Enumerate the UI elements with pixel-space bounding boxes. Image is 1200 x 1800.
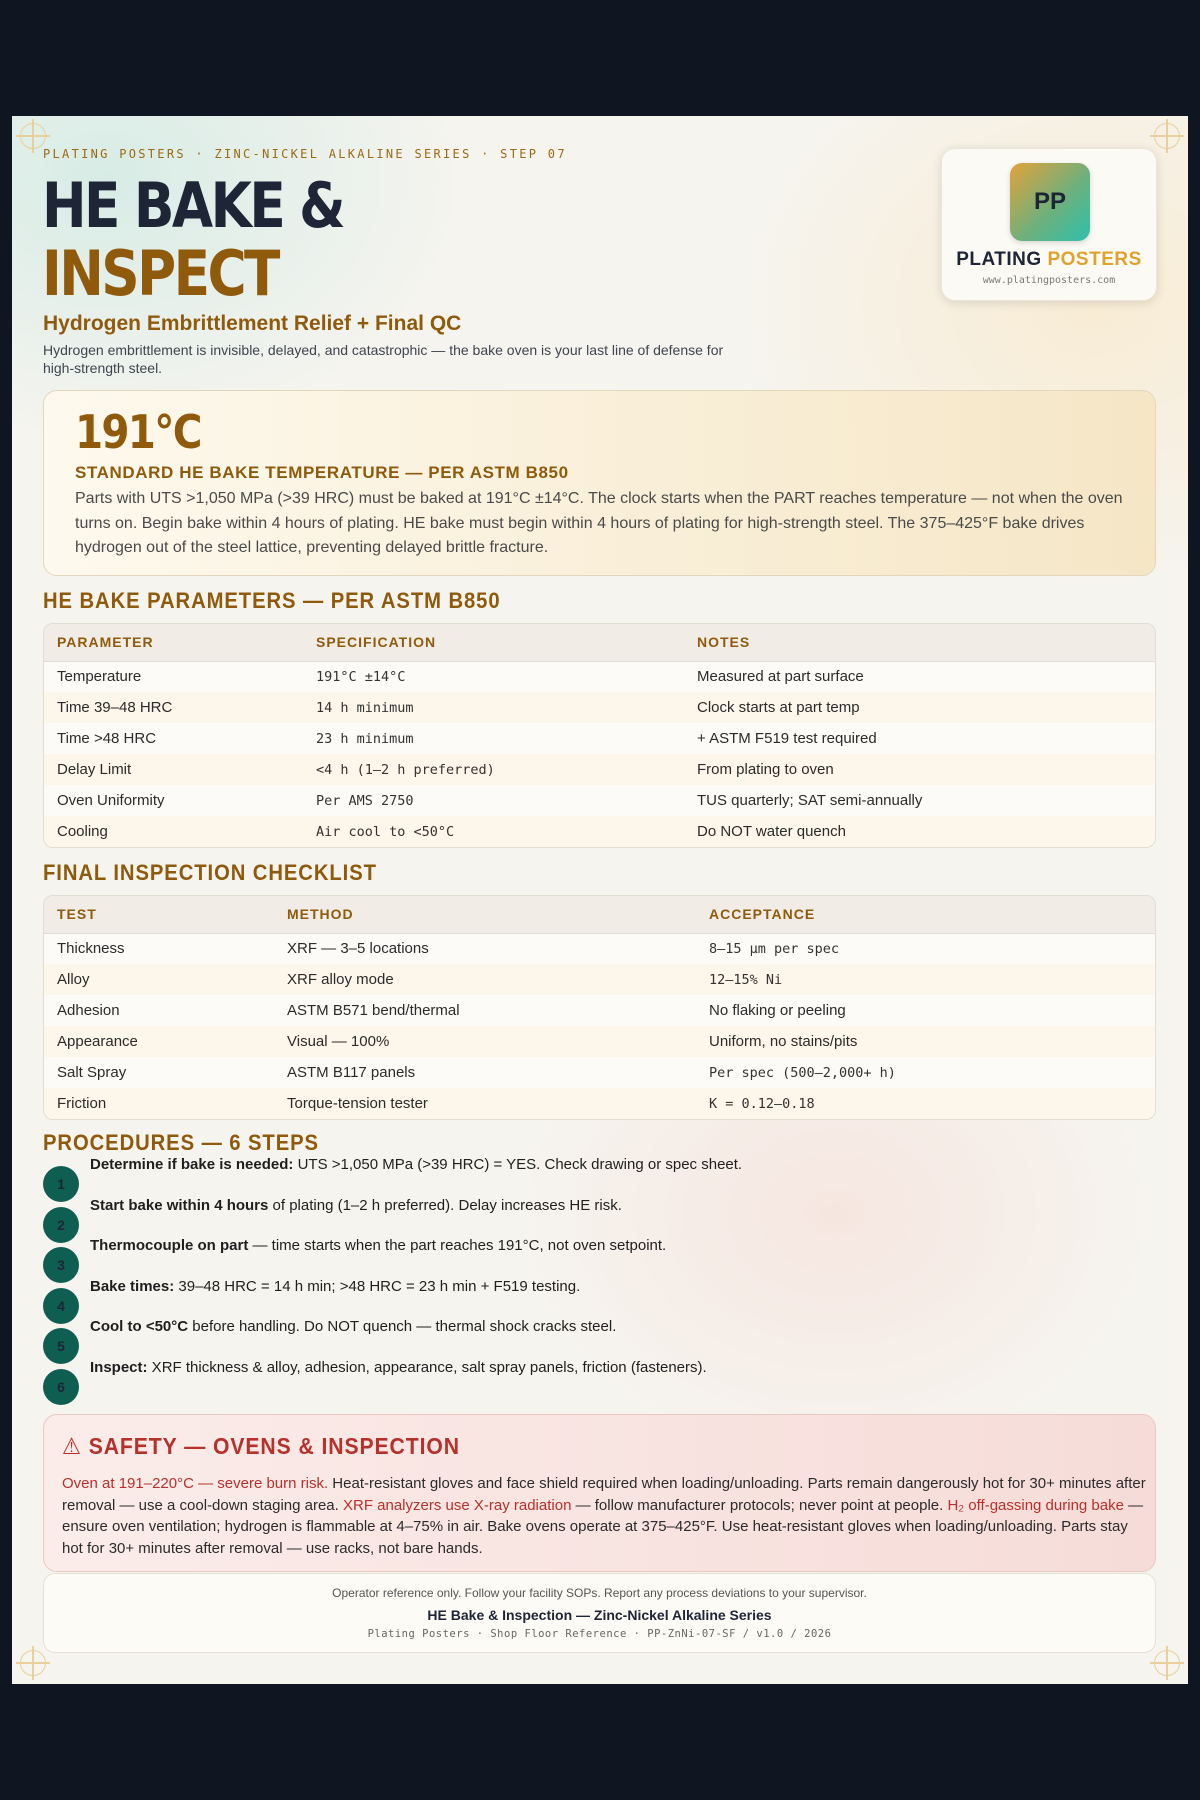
table-row bbox=[44, 816, 1155, 847]
registration-mark-icon bbox=[1154, 1650, 1180, 1676]
list-item bbox=[43, 1318, 1143, 1363]
table-cell: XRF — 3–5 locations bbox=[287, 940, 429, 958]
step-number: 3 bbox=[43, 1247, 79, 1283]
params-title: HE BAKE PARAMETERS — PER ASTM B850 bbox=[43, 588, 501, 613]
step-text bbox=[90, 1359, 707, 1376]
table-cell: + ASTM F519 test required bbox=[697, 730, 877, 747]
step-number: 4 bbox=[43, 1288, 79, 1324]
table-cell: XRF alloy mode bbox=[274, 964, 696, 995]
step-text bbox=[90, 1197, 622, 1214]
table-row bbox=[44, 964, 1155, 995]
table-cell: Per AMS 2750 bbox=[316, 792, 414, 809]
step-rest: 39–48 HRC = 14 h min; >48 HRC = 23 h min + F519 testing. bbox=[174, 1277, 581, 1295]
step-lead: Determine if bake is needed: bbox=[90, 1156, 294, 1173]
registration-mark-icon bbox=[20, 1650, 46, 1676]
logo-url: www.platingposters.com bbox=[982, 275, 1116, 286]
safety-text: — follow manufacturer protocols; never point at people. bbox=[571, 1496, 948, 1514]
column-header: PARAMETER bbox=[44, 624, 303, 661]
hero-callout bbox=[43, 390, 1156, 576]
table-cell: Alloy bbox=[44, 964, 274, 995]
step-text bbox=[90, 1318, 616, 1335]
table-cell: ASTM B571 bend/thermal bbox=[287, 1002, 460, 1019]
safety-warning: Oven at 191–220°C — severe burn risk. bbox=[62, 1475, 329, 1492]
procedure-steps bbox=[43, 1156, 1143, 1404]
footer-title: HE Bake & Inspection — Zinc-Nickel Alkaline Series bbox=[427, 1607, 772, 1623]
title-line-1: HE BAKE & bbox=[42, 169, 344, 242]
logo-mark: PP bbox=[1010, 163, 1090, 241]
list-item bbox=[43, 1237, 1143, 1282]
table-cell: Per spec (500–2,000+ h) bbox=[709, 1064, 896, 1081]
step-text bbox=[90, 1156, 742, 1173]
hero-heading: STANDARD HE BAKE TEMPERATURE — PER ASTM B850 bbox=[75, 463, 569, 482]
table-cell: Air cool to <50°C bbox=[303, 816, 684, 847]
table-row bbox=[44, 1057, 1155, 1088]
table-cell: ASTM B117 panels bbox=[287, 1064, 416, 1081]
params-table bbox=[43, 623, 1156, 848]
title-line-2: INSPECT bbox=[42, 237, 278, 310]
safety-body bbox=[62, 1473, 1147, 1559]
procedures-title: PROCEDURES — 6 STEPS bbox=[43, 1130, 319, 1155]
step-number: 2 bbox=[43, 1207, 79, 1243]
table-cell: 14 h minimum bbox=[303, 692, 684, 723]
table-cell: 12–15% Ni bbox=[696, 964, 1155, 995]
step-lead: Thermocouple on part bbox=[90, 1237, 249, 1255]
table-cell: From plating to oven bbox=[684, 754, 1155, 785]
table-cell: Time >48 HRC bbox=[57, 730, 157, 747]
table-cell: No flaking or peeling bbox=[709, 1002, 846, 1019]
subtitle: Hydrogen Embrittlement Relief + Final QC bbox=[43, 312, 462, 335]
checklist-table bbox=[43, 895, 1156, 1120]
table-cell: 8–15 µm per spec bbox=[709, 940, 840, 957]
registration-mark-icon bbox=[1154, 123, 1180, 149]
table-cell: Torque-tension tester bbox=[274, 1088, 696, 1119]
table-cell: Delay Limit bbox=[44, 754, 303, 785]
table-cell: <4 h (1–2 h preferred) bbox=[303, 754, 684, 785]
table-cell: Uniform, no stains/pits bbox=[696, 1026, 1155, 1057]
eyebrow: PLATING POSTERS · ZINC-NICKEL ALKALINE SERIES · STEP 07 bbox=[43, 147, 567, 161]
list-item bbox=[43, 1277, 1143, 1323]
hero-body: Parts with UTS >1,050 MPa (>39 HRC) must be baked at 191°C ±14°C. The clock starts when the PART reaches temperature — not when the oven turns on. Begin bake within 4 hours of plating. HE bake must begin within 4 hours of plating for high-strength steel. The 375–425°F bake drives hydrogen out of the steel lattice, preventing delayed brittle fracture. bbox=[75, 490, 1123, 556]
table-cell: TUS quarterly; SAT semi-annually bbox=[697, 792, 923, 809]
safety-warning: XRF analyzers use X-ray radiation bbox=[342, 1496, 572, 1514]
table-cell: Visual — 100% bbox=[274, 1026, 696, 1057]
footer-note: Operator reference only. Follow your facility SOPs. Report any process deviations to your supervisor. bbox=[332, 1586, 867, 1600]
poster bbox=[12, 116, 1188, 1684]
column-header: TEST bbox=[44, 896, 274, 933]
table-cell: Oven Uniformity bbox=[57, 792, 165, 809]
list-item bbox=[43, 1358, 1143, 1404]
step-lead: Start bake within 4 hours bbox=[90, 1196, 269, 1214]
lede: Hydrogen embrittlement is invisible, delayed, and catastrophic — the bake oven is your last line of defense for high-strength steel. bbox=[43, 342, 724, 376]
step-rest: of plating (1–2 h preferred). Delay increases HE risk. bbox=[268, 1196, 622, 1214]
table-row bbox=[44, 754, 1155, 785]
column-header: METHOD bbox=[274, 896, 696, 933]
table-row bbox=[44, 661, 1155, 692]
safety-title: ⚠ SAFETY — OVENS & INSPECTION bbox=[62, 1433, 460, 1459]
table-row bbox=[44, 692, 1155, 723]
step-lead: Cool to <50°C bbox=[90, 1318, 189, 1336]
table-cell: 191°C ±14°C bbox=[316, 668, 406, 685]
table-row bbox=[44, 1026, 1155, 1057]
column-header: ACCEPTANCE bbox=[696, 896, 1155, 933]
column-header: NOTES bbox=[684, 624, 1155, 661]
footer bbox=[43, 1573, 1156, 1653]
safety-callout bbox=[43, 1414, 1156, 1572]
step-rest: UTS >1,050 MPa (>39 HRC) = YES. Check drawing or spec sheet. bbox=[293, 1156, 743, 1173]
checklist-title: FINAL INSPECTION CHECKLIST bbox=[43, 860, 377, 885]
step-text bbox=[90, 1237, 666, 1254]
step-rest: — time starts when the part reaches 191°C, not oven setpoint. bbox=[248, 1237, 667, 1255]
footer-meta: Plating Posters · Shop Floor Reference · PP-ZnNi-07-SF / v1.0 / 2026 bbox=[367, 1628, 832, 1640]
table-cell: Clock starts at part temp bbox=[684, 692, 1155, 723]
step-number: 1 bbox=[43, 1166, 79, 1202]
table-row bbox=[44, 723, 1155, 754]
safety-warning: H₂ off-gassing during bake bbox=[947, 1496, 1124, 1514]
table-cell: 23 h minimum bbox=[316, 730, 414, 747]
table-cell: Appearance bbox=[44, 1026, 274, 1057]
step-lead: Inspect: bbox=[90, 1358, 148, 1376]
table-cell: Time 39–48 HRC bbox=[44, 692, 303, 723]
step-number: 6 bbox=[43, 1369, 79, 1405]
table-cell: K = 0.12–0.18 bbox=[696, 1088, 1155, 1119]
list-item bbox=[43, 1156, 1143, 1201]
column-header: SPECIFICATION bbox=[303, 624, 684, 661]
logo-name bbox=[942, 249, 1156, 271]
safety-text: Heat-resistant gloves and face shield required when loading/unloading. Parts remain dangerously hot for 30+ minutes after removal — use a cool-down staging area. bbox=[62, 1475, 1146, 1514]
table-cell: Salt Spray bbox=[57, 1064, 127, 1081]
logo-name-a: PLATING bbox=[956, 249, 1042, 270]
logo-name-b: POSTERS bbox=[1047, 249, 1142, 270]
step-text bbox=[90, 1278, 580, 1295]
hero-value: 191°C bbox=[75, 405, 201, 459]
logo-card bbox=[941, 148, 1157, 301]
table-cell: Friction bbox=[44, 1088, 274, 1119]
table-row bbox=[44, 785, 1155, 816]
step-lead: Bake times: bbox=[90, 1277, 175, 1295]
table-cell: Cooling bbox=[44, 816, 303, 847]
safety-text: — ensure oven ventilation; hydrogen is flammable at 4–75% in air. Bake ovens operate at 375–425°F. Use heat-resistant gloves when loading/unloading. Parts stay hot for 30+ minutes after removal — use racks, not bare hands. bbox=[62, 1496, 1144, 1557]
table-cell: Temperature bbox=[57, 668, 142, 686]
table-row bbox=[44, 1088, 1155, 1119]
step-rest: XRF thickness & alloy, adhesion, appearance, salt spray panels, friction (fasteners). bbox=[147, 1358, 707, 1376]
list-item bbox=[43, 1196, 1143, 1242]
registration-mark-icon bbox=[20, 123, 46, 149]
table-row bbox=[44, 995, 1155, 1026]
page-title bbox=[42, 169, 344, 310]
table-cell: Thickness bbox=[57, 940, 125, 958]
step-number: 5 bbox=[43, 1328, 79, 1364]
table-row bbox=[44, 933, 1155, 964]
table-cell: Do NOT water quench bbox=[684, 816, 1155, 847]
step-rest: before handling. Do NOT quench — thermal shock cracks steel. bbox=[188, 1318, 617, 1336]
table-cell: Measured at part surface bbox=[697, 668, 864, 686]
table-cell: Adhesion bbox=[57, 1002, 120, 1019]
